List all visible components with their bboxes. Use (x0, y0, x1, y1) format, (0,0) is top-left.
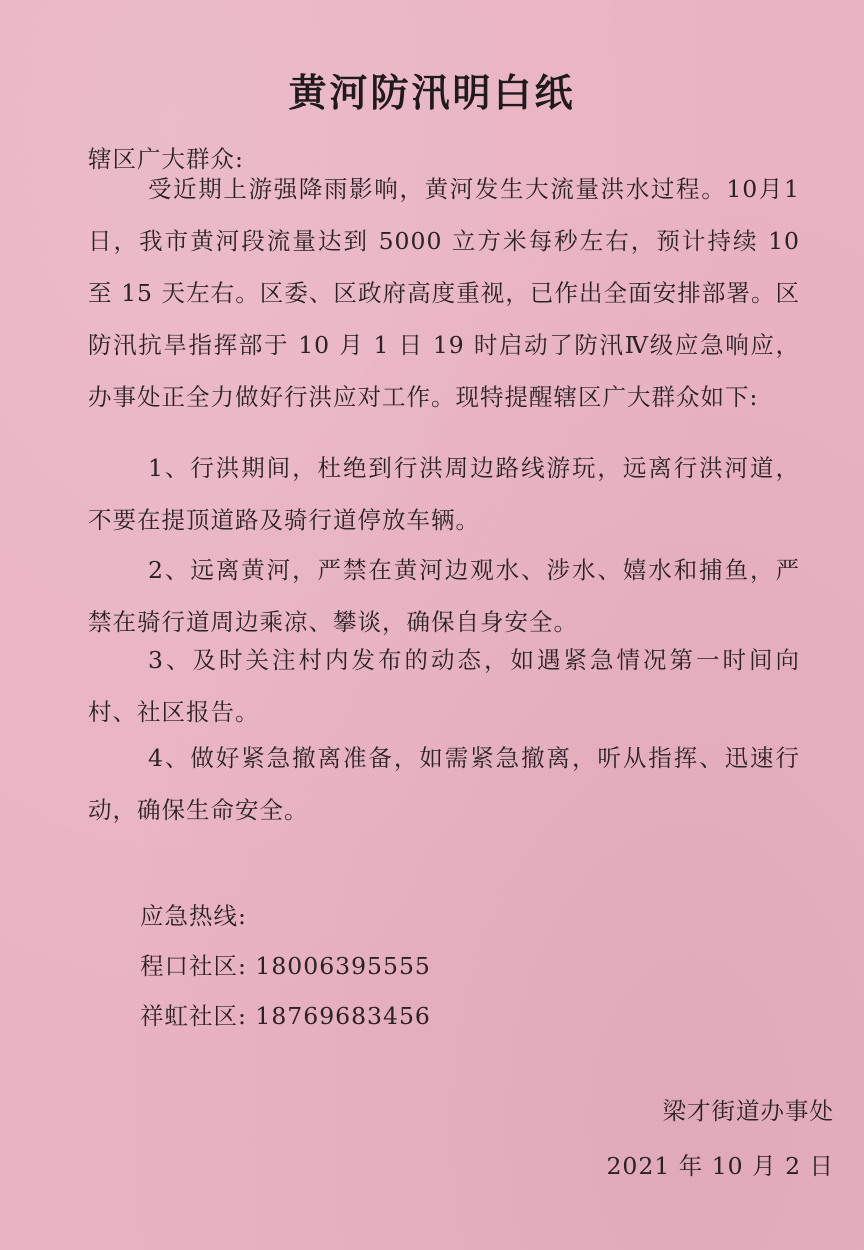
hotline-entry: 祥虹社区: 18769683456 (140, 1002, 431, 1030)
intro-paragraph: 受近期上游强降雨影响，黄河发生大流量洪水过程。10月1日，我市黄河段流量达到 5000 立方米每秒左右，预计持续 10 至 15 天左右。区委、区政府高度重视，已作出全面安排部署。区防汛抗旱指挥部于 10 月 1 日 19 时启动了防汛Ⅳ级应急响应，办事处正全力做好行洪应对工作。现特提醒辖区广大群众如下: (88, 175, 800, 411)
signature-organization: 梁才街道办事处 (662, 1097, 834, 1125)
signature-date: 2021 年 10 月 2 日 (606, 1152, 834, 1180)
notice-item-3: 3、及时关注村内发布的动态，如遇紧急情况第一时间向村、社区报告。 (88, 646, 800, 726)
notice-item-4: 4、做好紧急撤离准备，如需紧急撤离，听从指挥、迅速行动，确保生命安全。 (88, 744, 800, 824)
notice-item-2: 2、远离黄河，严禁在黄河边观水、涉水、嬉水和捕鱼，严禁在骑行道周边乘凉、攀谈，确保自身安全。 (88, 556, 800, 636)
document-title: 黄河防汛明白纸 (288, 70, 576, 115)
hotline-title: 应急热线: (140, 902, 247, 930)
hotline-entry: 程口社区: 18006395555 (140, 952, 431, 980)
salutation: 辖区广大群众: (88, 145, 244, 173)
notice-item-1: 1、行洪期间，杜绝到行洪周边路线游玩，远离行洪河道，不要在提顶道路及骑行道停放车辆。 (88, 454, 800, 534)
